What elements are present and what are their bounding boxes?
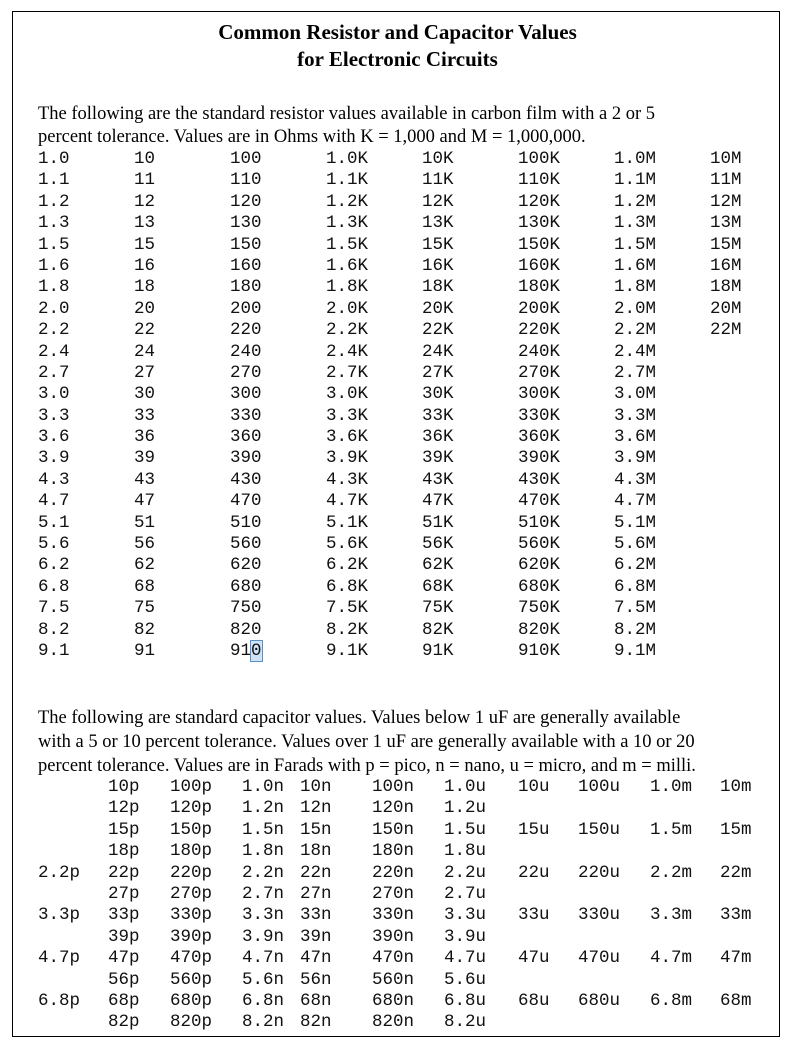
resistor-value: 82: [134, 619, 156, 640]
capacitor-value: 270n: [372, 884, 415, 904]
resistor-value: 1.5: [38, 234, 70, 255]
capacitor-value: 6.8m: [650, 991, 693, 1011]
capacitor-value: 390p: [170, 926, 213, 947]
resistor-value: 2.2: [38, 320, 70, 341]
resistor-value: 18K: [422, 277, 454, 298]
resistor-value: 4.7: [38, 491, 70, 512]
resistor-value: 12: [134, 191, 156, 212]
resistor-value: 220: [230, 320, 262, 341]
capacitor-value: 2.7n: [242, 884, 285, 904]
resistor-value: 130K: [518, 213, 561, 234]
resistor-value: 2.7M: [614, 362, 657, 383]
resistor-value: 3.0M: [614, 384, 657, 405]
capacitor-value: 470u: [578, 948, 621, 969]
resistor-value: 820: [230, 619, 262, 640]
resistor-column-4: [326, 149, 368, 662]
resistor-value: 360: [230, 427, 262, 448]
capacitor-value: 330u: [578, 905, 621, 926]
resistor-value: 470: [230, 491, 262, 512]
capacitor-value: 6.8u: [444, 991, 487, 1011]
resistor-value: 1.3K: [326, 213, 369, 234]
resistor-value: 110K: [518, 170, 561, 191]
capacitor-value: 120p: [170, 798, 213, 819]
resistor-value: 22: [134, 320, 156, 341]
capacitor-value: 4.7u: [444, 948, 487, 969]
resistor-value: 91: [134, 640, 156, 661]
resistor-value: 39: [134, 448, 156, 469]
resistor-value: 15: [134, 234, 156, 255]
capacitor-value: 15n: [300, 819, 332, 840]
resistor-value: 2.2M: [614, 320, 657, 341]
capacitor-value: 56p: [108, 969, 140, 990]
resistor-value: 16: [134, 255, 156, 276]
resistor-value: 20: [134, 298, 156, 319]
resistor-value: 4.3M: [614, 469, 657, 490]
resistor-column-2: [134, 149, 155, 662]
resistor-value: 3.6: [38, 427, 70, 448]
capacitor-value: 6.8n: [242, 991, 285, 1011]
capacitor-value: 68p: [108, 991, 140, 1011]
capacitor-value: 10n: [300, 777, 332, 797]
resistor-value: 75: [134, 598, 156, 619]
capacitor-value: 8.2n: [242, 1012, 285, 1033]
capacitor-intro-line-1: The following are standard capacitor values. Values below 1 uF are generally available: [38, 708, 681, 728]
resistor-value: 56: [134, 534, 156, 555]
resistor-value: 5.6K: [326, 534, 369, 555]
capacitor-value: 3.3n: [242, 905, 285, 926]
resistor-value: 9.1M: [614, 640, 657, 661]
resistor-value: 15K: [422, 234, 454, 255]
resistor-value: 2.2K: [326, 320, 369, 341]
resistor-value: 2.4M: [614, 341, 657, 362]
resistor-value: 62: [134, 555, 156, 576]
resistor-value: 10K: [422, 149, 454, 169]
resistor-value: 13K: [422, 213, 454, 234]
resistor-value: 1.6K: [326, 255, 369, 276]
capacitor-value: 10p: [108, 777, 140, 797]
resistor-value: 120K: [518, 191, 561, 212]
resistor-value: 1.8M: [614, 277, 657, 298]
resistor-value: 36K: [422, 427, 454, 448]
capacitor-value: 1.2u: [444, 798, 487, 819]
resistor-value: 6.2M: [614, 555, 657, 576]
capacitor-value: 18n: [300, 841, 332, 862]
capacitor-value: 82n: [300, 1012, 332, 1033]
capacitor-value: 22p: [108, 862, 140, 883]
resistor-value: 430: [230, 469, 262, 490]
capacitor-value: 33n: [300, 905, 332, 926]
capacitor-value: 2.2m: [650, 862, 693, 883]
resistor-value: 1.5M: [614, 234, 657, 255]
capacitor-value: 47m: [720, 948, 752, 969]
resistor-value: 3.0K: [326, 384, 369, 405]
resistor-value: 110: [230, 170, 262, 191]
resistor-column-5: [422, 149, 454, 662]
capacitor-value: 150p: [170, 819, 213, 840]
resistor-value: 62K: [422, 555, 454, 576]
resistor-value: 200K: [518, 298, 561, 319]
capacitor-value: 22n: [300, 862, 332, 883]
resistor-value: 200: [230, 298, 262, 319]
capacitor-value: 150u: [578, 819, 621, 840]
resistor-value: 3.6K: [326, 427, 369, 448]
resistor-value: 1.3: [38, 213, 70, 234]
resistor-value: 91K: [422, 640, 454, 661]
resistor-value: 5.1M: [614, 512, 657, 533]
resistor-value: 620: [230, 555, 262, 576]
capacitor-value: 180n: [372, 841, 415, 862]
resistor-value: 330K: [518, 405, 561, 426]
resistor-value: 7.5K: [326, 598, 369, 619]
capacitor-value: 680p: [170, 991, 213, 1011]
resistor-value: 3.0: [38, 384, 70, 405]
resistor-value: 390: [230, 448, 262, 469]
capacitor-value: 330p: [170, 905, 213, 926]
capacitor-value: 3.9n: [242, 926, 285, 947]
resistor-value: 12K: [422, 191, 454, 212]
resistor-value: 22M: [710, 320, 742, 341]
capacitor-value: 47p: [108, 948, 140, 969]
resistor-value: 20M: [710, 298, 742, 319]
resistor-value: 22K: [422, 320, 454, 341]
resistor-value: 1.0K: [326, 149, 369, 169]
capacitor-value: 1.0m: [650, 777, 693, 797]
capacitor-value: 39n: [300, 926, 332, 947]
capacitor-value: 4.7n: [242, 948, 285, 969]
capacitor-value: 5.6n: [242, 969, 285, 990]
capacitor-value: 56n: [300, 969, 332, 990]
capacitor-value: 1.5n: [242, 819, 285, 840]
resistor-value: 3.9M: [614, 448, 657, 469]
resistor-value: 75K: [422, 598, 454, 619]
capacitor-value: 680u: [578, 991, 621, 1011]
resistor-value: 33K: [422, 405, 454, 426]
resistor-value: 56K: [422, 534, 454, 555]
resistor-value: 120: [230, 191, 262, 212]
resistor-value: 820K: [518, 619, 561, 640]
resistor-value: 300K: [518, 384, 561, 405]
resistor-value: 43K: [422, 469, 454, 490]
resistor-value: 1.0: [38, 149, 70, 169]
resistor-value: 18: [134, 277, 156, 298]
capacitor-value: 68u: [518, 991, 550, 1011]
capacitor-value: 2.7u: [444, 884, 487, 904]
resistor-value: 1.8K: [326, 277, 369, 298]
resistor-value: 1.6M: [614, 255, 657, 276]
capacitor-value: 47u: [518, 948, 550, 969]
resistor-value: 4.7K: [326, 491, 369, 512]
resistor-value: 330: [230, 405, 262, 426]
capacitor-value: 33u: [518, 905, 550, 926]
resistor-value: 6.2: [38, 555, 70, 576]
resistor-value: 1.2: [38, 191, 70, 212]
capacitor-value: 470p: [170, 948, 213, 969]
resistor-value: 51K: [422, 512, 454, 533]
resistor-value: 180: [230, 277, 262, 298]
resistor-value: 47K: [422, 491, 454, 512]
resistor-value: 2.4K: [326, 341, 369, 362]
resistor-value: 8.2K: [326, 619, 369, 640]
capacitor-value: 22u: [518, 862, 550, 883]
capacitor-value: 1.0u: [444, 777, 487, 797]
resistor-intro-line-2: percent tolerance. Values are in Ohms with K = 1,000 and M = 1,000,000.: [38, 127, 586, 147]
resistor-value: 150K: [518, 234, 561, 255]
resistor-value: 6.8: [38, 576, 70, 597]
resistor-value: 910K: [518, 640, 561, 661]
resistor-value: 9.1K: [326, 640, 369, 661]
resistor-value: 6.2K: [326, 555, 369, 576]
resistor-value: 1.8: [38, 277, 70, 298]
resistor-column-1: [38, 149, 70, 662]
resistor-value: 1.3M: [614, 213, 657, 234]
document-title-line-2: for Electronic Circuits: [297, 47, 498, 71]
resistor-value: 13: [134, 213, 156, 234]
capacitor-value: 1.8u: [444, 841, 487, 862]
resistor-value: 15M: [710, 234, 742, 255]
resistor-value: 5.6M: [614, 534, 657, 555]
resistor-value: 3.9K: [326, 448, 369, 469]
resistor-value: 150: [230, 234, 262, 255]
resistor-value: 68K: [422, 576, 454, 597]
resistor-value: 47: [134, 491, 156, 512]
resistor-value: 51: [134, 512, 156, 533]
resistor-value: 4.7M: [614, 491, 657, 512]
resistor-value: 1.0M: [614, 149, 657, 169]
capacitor-value: 2.2p: [38, 862, 81, 883]
capacitor-value: 68m: [720, 991, 752, 1011]
resistor-value: 910: [230, 640, 262, 661]
resistor-value: 68: [134, 576, 156, 597]
capacitor-value: 22m: [720, 862, 752, 883]
resistor-value: 1.1M: [614, 170, 657, 191]
capacitor-value: 12n: [300, 798, 332, 819]
capacitor-value: 1.0n: [242, 777, 285, 797]
capacitor-value: 330n: [372, 905, 415, 926]
resistor-value: 3.3M: [614, 405, 657, 426]
document-title-line-1: Common Resistor and Capacitor Values: [218, 20, 577, 44]
resistor-value: 4.3K: [326, 469, 369, 490]
resistor-value: 4.3: [38, 469, 70, 490]
resistor-value: 1.2K: [326, 191, 369, 212]
capacitor-value: 27p: [108, 884, 140, 904]
capacitor-value: 1.5u: [444, 819, 487, 840]
capacitor-value: 3.3u: [444, 905, 487, 926]
resistor-value: 9.1: [38, 640, 70, 661]
resistor-value: 20K: [422, 298, 454, 319]
resistor-value: 430K: [518, 469, 561, 490]
capacitor-value: 560n: [372, 969, 415, 990]
resistor-value: 6.8K: [326, 576, 369, 597]
capacitor-value: 8.2u: [444, 1012, 487, 1033]
resistor-intro-line-1: The following are the standard resistor values available in carbon film with a 2 or 5: [38, 104, 655, 124]
resistor-value: 680K: [518, 576, 561, 597]
capacitor-value: 47n: [300, 948, 332, 969]
capacitor-value: 100u: [578, 777, 621, 797]
capacitor-value: 820n: [372, 1012, 415, 1033]
resistor-value: 100K: [518, 149, 561, 169]
capacitor-value: 120n: [372, 798, 415, 819]
capacitor-value: 150n: [372, 819, 415, 840]
capacitor-value: 3.3p: [38, 905, 81, 926]
resistor-value: 11: [134, 170, 156, 191]
capacitor-value: 470n: [372, 948, 415, 969]
resistor-value: 30: [134, 384, 156, 405]
resistor-value: 5.1K: [326, 512, 369, 533]
resistor-value: 33: [134, 405, 156, 426]
capacitor-value: 3.3m: [650, 905, 693, 926]
capacitor-intro-line-2: with a 5 or 10 percent tolerance. Values over 1 uF are generally available with a 10 or 20: [38, 732, 695, 752]
resistor-value: 5.6: [38, 534, 70, 555]
resistor-value: 11M: [710, 170, 742, 191]
resistor-value: 13M: [710, 213, 742, 234]
resistor-value: 560: [230, 534, 262, 555]
resistor-value: 7.5: [38, 598, 70, 619]
capacitor-value: 39p: [108, 926, 140, 947]
resistor-value: 3.3: [38, 405, 70, 426]
resistor-value: 1.5K: [326, 234, 369, 255]
resistor-value: 360K: [518, 427, 561, 448]
resistor-value: 240K: [518, 341, 561, 362]
capacitor-value: 4.7m: [650, 948, 693, 969]
resistor-value: 2.0K: [326, 298, 369, 319]
resistor-value: 3.9: [38, 448, 70, 469]
capacitor-value: 220u: [578, 862, 621, 883]
resistor-value: 39K: [422, 448, 454, 469]
resistor-column-6: [518, 149, 560, 662]
resistor-value: 5.1: [38, 512, 70, 533]
resistor-column-7: [614, 149, 656, 662]
capacitor-value: 15p: [108, 819, 140, 840]
resistor-value: 510: [230, 512, 262, 533]
resistor-value: 270: [230, 362, 262, 383]
capacitor-value: 10m: [720, 777, 752, 797]
resistor-value: 82K: [422, 619, 454, 640]
capacitor-value: 15u: [518, 819, 550, 840]
resistor-value: 160K: [518, 255, 561, 276]
resistor-value: 100: [230, 149, 262, 169]
resistor-value: 750K: [518, 598, 561, 619]
resistor-value: 2.7: [38, 362, 70, 383]
capacitor-value: 100p: [170, 777, 213, 797]
resistor-value: 7.5M: [614, 598, 657, 619]
resistor-value: 27: [134, 362, 156, 383]
resistor-value: 560K: [518, 534, 561, 555]
resistor-value: 43: [134, 469, 156, 490]
resistor-value: 12M: [710, 191, 742, 212]
resistor-value: 6.8M: [614, 576, 657, 597]
capacitor-value: 3.9u: [444, 926, 487, 947]
resistor-value: 2.0: [38, 298, 70, 319]
resistor-value: 510K: [518, 512, 561, 533]
resistor-value: 470K: [518, 491, 561, 512]
capacitor-value: 180p: [170, 841, 213, 862]
capacitor-value: 18p: [108, 841, 140, 862]
resistor-value: 390K: [518, 448, 561, 469]
resistor-value: 130: [230, 213, 262, 234]
capacitor-value: 560p: [170, 969, 213, 990]
capacitor-value: 680n: [372, 991, 415, 1011]
resistor-column-3: [230, 149, 262, 662]
resistor-value: 10M: [710, 149, 742, 169]
capacitor-value: 2.2u: [444, 862, 487, 883]
capacitor-value: 12p: [108, 798, 140, 819]
resistor-value: 27K: [422, 362, 454, 383]
capacitor-value: 220p: [170, 862, 213, 883]
resistor-value: 18M: [710, 277, 742, 298]
capacitor-value: 33p: [108, 905, 140, 926]
resistor-value: 16K: [422, 255, 454, 276]
resistor-value: 36: [134, 427, 156, 448]
capacitor-value: 220n: [372, 862, 415, 883]
resistor-value: 1.1: [38, 170, 70, 191]
resistor-value: 680: [230, 576, 262, 597]
resistor-value: 2.7K: [326, 362, 369, 383]
capacitor-value: 270p: [170, 884, 213, 904]
resistor-value: 620K: [518, 555, 561, 576]
capacitor-value: 1.5m: [650, 819, 693, 840]
capacitor-value: 1.8n: [242, 841, 285, 862]
resistor-value: 240: [230, 341, 262, 362]
capacitor-value: 1.2n: [242, 798, 285, 819]
resistor-value: 16M: [710, 255, 742, 276]
capacitor-value: 33m: [720, 905, 752, 926]
capacitor-value: 5.6u: [444, 969, 487, 990]
capacitor-value: 68n: [300, 991, 332, 1011]
resistor-value: 24: [134, 341, 156, 362]
resistor-value: 8.2M: [614, 619, 657, 640]
capacitor-value: 15m: [720, 819, 752, 840]
capacitor-value: 100n: [372, 777, 415, 797]
resistor-value: 220K: [518, 320, 561, 341]
resistor-value: 270K: [518, 362, 561, 383]
capacitor-value: 820p: [170, 1012, 213, 1033]
resistor-value: 10: [134, 149, 156, 169]
capacitor-value: 27n: [300, 884, 332, 904]
resistor-value: 160: [230, 255, 262, 276]
resistor-value: 8.2: [38, 619, 70, 640]
resistor-value: 1.2M: [614, 191, 657, 212]
resistor-value: 11K: [422, 170, 454, 191]
resistor-value: 2.0M: [614, 298, 657, 319]
resistor-value: 1.6: [38, 255, 70, 276]
resistor-value: 24K: [422, 341, 454, 362]
resistor-value: 750: [230, 598, 262, 619]
capacitor-value: 4.7p: [38, 948, 81, 969]
capacitor-value: 6.8p: [38, 991, 81, 1011]
capacitor-value: 2.2n: [242, 862, 285, 883]
capacitor-intro-line-3: percent tolerance. Values are in Farads with p = pico, n = nano, u = micro, and m = milli.: [38, 756, 696, 776]
resistor-value: 2.4: [38, 341, 70, 362]
resistor-column-8: [710, 149, 742, 342]
resistor-value: 300: [230, 384, 262, 405]
resistor-value: 3.3K: [326, 405, 369, 426]
resistor-value: 180K: [518, 277, 561, 298]
resistor-value: 30K: [422, 384, 454, 405]
capacitor-value: 82p: [108, 1012, 140, 1033]
capacitor-value: 10u: [518, 777, 550, 797]
capacitor-value: 390n: [372, 926, 415, 947]
resistor-value: 3.6M: [614, 427, 657, 448]
resistor-value: 1.1K: [326, 170, 369, 191]
